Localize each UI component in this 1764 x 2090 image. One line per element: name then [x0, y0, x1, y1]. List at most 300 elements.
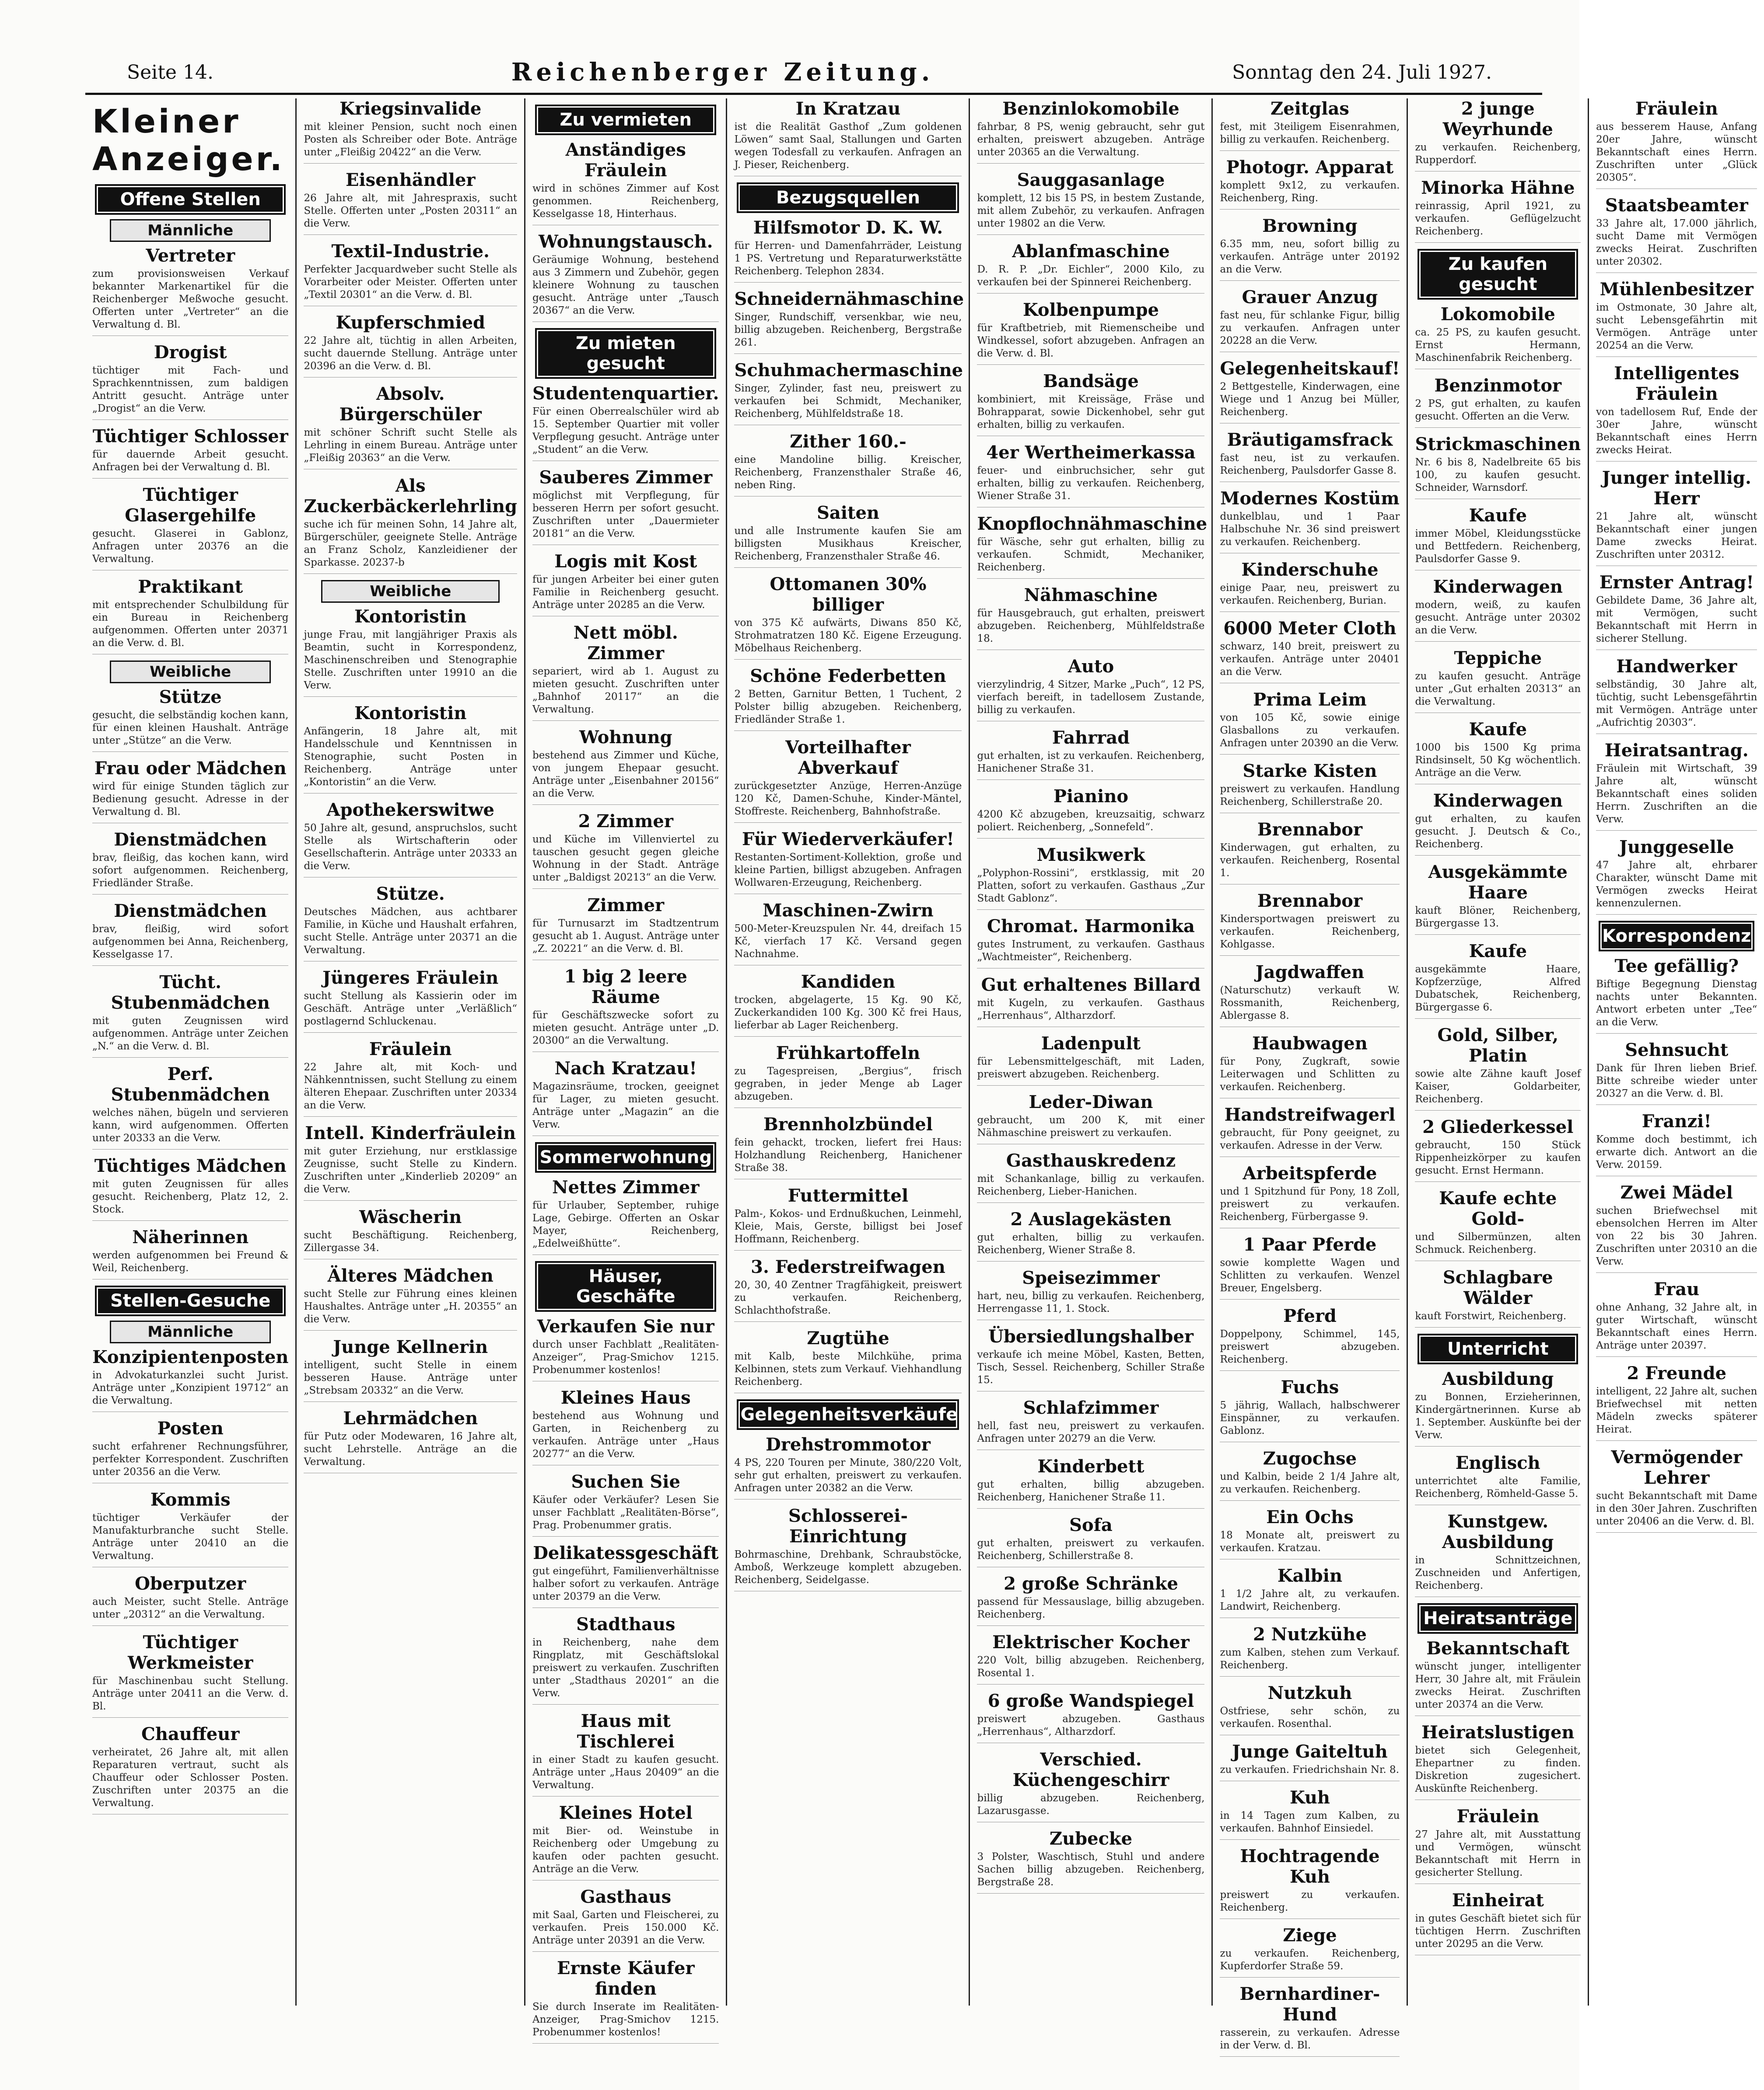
ad-body: zu Bonnen, Erzieherinnen, Kindergärtnerinnen. Kurse ab 1. September. Auskünfte bei der Verw.	[1415, 1391, 1581, 1441]
classified-ad	[1220, 962, 1400, 1027]
classified-ad	[304, 312, 517, 377]
classified-ad	[532, 467, 719, 545]
classified-ad	[532, 1543, 719, 1608]
classified-ad	[92, 1418, 288, 1483]
ad-heading: Bernhardiner-Hund	[1239, 1984, 1380, 2025]
ad-heading: Kaufe echte Gold-	[1439, 1188, 1557, 1229]
classified-ad	[1220, 891, 1400, 956]
classified-ad	[977, 585, 1204, 650]
ad-heading: Schöne Federbetten	[750, 666, 946, 686]
classified-ad	[1596, 1182, 1757, 1273]
ad-heading: Dienstmädchen	[114, 901, 267, 921]
classified-ad	[1220, 1984, 1400, 2057]
category-header: Zu kaufen gesucht	[1418, 249, 1578, 300]
classified-ad	[1220, 358, 1400, 423]
classified-ad	[1596, 1363, 1757, 1441]
category-header: Stellen-Gesuche	[95, 1286, 286, 1316]
ad-heading: Drogist	[154, 342, 227, 363]
ad-heading: Vermögender Lehrer	[1611, 1447, 1743, 1488]
category-header: Gelegenheitsverkäufe	[737, 1399, 959, 1430]
ad-heading: Elektrischer Kocher	[992, 1632, 1190, 1653]
ad-body: zu Tagespreisen, „Bergius“, frisch gegraben, in jeder Menge ab Lager abzugeben.	[734, 1066, 962, 1102]
ad-heading: Pianino	[1053, 786, 1129, 807]
classified-ad	[1415, 1638, 1581, 1716]
ad-heading: Dienstmädchen	[114, 829, 267, 850]
ad-body: Restanten-Sortiment-Kollektion, große und kleine Partien, billigst abzugeben. Anfragen Wollwaren-Erzeugung, Reichenberg.	[734, 852, 962, 888]
classified-ad	[1596, 363, 1757, 461]
classified-ad	[1415, 1025, 1581, 1111]
classified-ad	[1596, 1447, 1757, 1533]
classified-ad	[734, 360, 962, 425]
classified-ad	[977, 1456, 1204, 1509]
ad-body: Sie durch Inserate im Realitäten-Anzeiger, Prag-Smichov 1215. Probenummer kostenlos!	[532, 2001, 719, 2038]
ad-body: Für einen Oberrealschüler wird ab 15. September Quartier mit voller Verpflegung gesucht. Anträge unter „Student“ an die Verw.	[532, 406, 719, 455]
column-5	[970, 98, 1213, 2006]
classified-ad	[1415, 1453, 1581, 1505]
classified-ad	[92, 1632, 288, 1718]
ad-body: Deutsches Mädchen, aus achtbarer Familie, in Küche und Haushalt erfahren, sucht Stelle. Anträge unter 20371 an die Verwaltung.	[304, 906, 518, 956]
classified-ad	[734, 900, 962, 965]
classified-ad	[1220, 430, 1400, 482]
ad-heading: Für Wiederverkäufer!	[742, 829, 954, 849]
classified-ad	[734, 1043, 962, 1108]
classified-ad	[532, 1887, 719, 1952]
ad-body: 33 Jahre alt, 17.000 jährlich, sucht Dame mit Vermögen zwecks Heirat. Zuschriften unter 20302.	[1596, 218, 1757, 267]
classified-ad	[1596, 1279, 1757, 1357]
ad-body: und Silbermünzen, alten Schmuck. Reichenberg.	[1415, 1231, 1581, 1255]
ad-body: wird in schönes Zimmer auf Kost genommen. Reichenberg, Kesselgasse 18, Hinterhaus.	[532, 183, 719, 220]
ad-body: für jungen Arbeiter bei einer guten Familie in Reichenberg gesucht. Anträge unter 20285 an die Verw.	[532, 574, 719, 611]
ad-body: fest, mit 3teiligem Eisenrahmen, billig zu verkaufen. Reichenberg.	[1220, 121, 1400, 145]
classified-ad	[92, 758, 288, 823]
ad-heading: Stütze	[159, 687, 222, 707]
ad-body: gut erhalten, preiswert zu verkaufen. Reichenberg, Schillerstraße 8.	[977, 1538, 1205, 1562]
ad-heading: Kaufe	[1469, 941, 1527, 961]
ad-body: unterrichtet alte Familie, Reichenberg, Römheld-Gasse 5.	[1415, 1475, 1581, 1499]
ad-body: bestehend aus Zimmer und Küche, von jungem Ehepaar gesucht. Anträge unter „Eisenbahner 20156“ an die Verw.	[532, 750, 719, 799]
classified-ad	[977, 442, 1204, 507]
ad-heading: Tüchtiger Glasergehilfe	[125, 485, 256, 526]
ad-heading: Logis mit Kost	[554, 551, 697, 572]
ad-heading: Fräulein	[369, 1039, 452, 1059]
ad-heading: Englisch	[1455, 1453, 1540, 1473]
ad-body: 47 Jahre alt, ehrbarer Charakter, wünscht Dame mit Vermögen zwecks Heirat kennenzulernen.	[1596, 860, 1757, 909]
ad-heading: Zwei Mädel	[1620, 1182, 1733, 1203]
classified-ad	[304, 606, 517, 697]
classified-ad	[304, 98, 517, 164]
classified-ad	[1415, 719, 1581, 784]
category-header: Unterricht	[1418, 1334, 1578, 1364]
subcategory-header: Männliche	[110, 1321, 271, 1343]
ad-heading: 2 junge Weyrhunde	[1442, 98, 1553, 140]
ad-heading: 2 große Schränke	[1004, 1573, 1178, 1594]
classified-ad	[304, 1337, 517, 1402]
ad-heading: Grauer Anzug	[1242, 287, 1378, 308]
ad-body: 2 PS, gut erhalten, zu kaufen gesucht. Offerten an die Verw.	[1415, 398, 1581, 422]
classified-ad	[92, 342, 288, 420]
classified-ad	[1220, 1377, 1400, 1442]
ad-heading: Jagdwaffen	[1255, 962, 1365, 982]
ad-heading: Gasthaus	[580, 1887, 672, 1907]
classified-ad	[977, 1691, 1204, 1743]
ad-heading: Kriegsinvalide	[340, 98, 482, 119]
ad-heading: Sauggasanlage	[1017, 170, 1165, 190]
ad-body: 500-Meter-Kreuzspulen Nr. 44, dreifach 15 Kč, vierfach 17 Kč. Versand gegen Nachnahme.	[734, 923, 962, 960]
ad-heading: Brennabor	[1257, 891, 1363, 911]
ad-heading: Nähmaschine	[1024, 585, 1158, 605]
ad-heading: Schneidernähmaschine	[734, 289, 964, 309]
classified-ad	[734, 431, 962, 496]
classified-ad	[532, 383, 719, 461]
classified-ad	[734, 666, 962, 731]
ad-body: zu verkaufen. Reichenberg, Kupferdorfer Straße 59.	[1220, 1948, 1400, 1972]
ad-heading: Maschinen-Zwirn	[763, 900, 934, 921]
classified-ad	[977, 1398, 1204, 1450]
category-header: Offene Stellen	[95, 184, 286, 215]
ad-heading: Modernes Kostüm	[1220, 488, 1400, 509]
ad-heading: Anständiges Fräulein	[565, 140, 686, 181]
ad-heading: Gelegenheitskauf!	[1220, 358, 1400, 379]
classified-ad	[1220, 1033, 1400, 1098]
ad-heading: Kinderwagen	[1433, 790, 1563, 811]
ad-body: 2 Bettgestelle, Kinderwagen, eine Wiege und 1 Anzug bei Müller, Reichenberg.	[1220, 381, 1400, 418]
classified-ad	[1596, 195, 1757, 273]
ad-heading: Fräulein	[1456, 1806, 1540, 1827]
ad-heading: 2 Freunde	[1627, 1363, 1727, 1384]
ad-body: rasserein, zu verkaufen. Adresse in der Verw. d. Bl.	[1220, 2027, 1400, 2051]
ad-body: 1 1/2 Jahre alt, zu verkaufen. Landwirt, Reichenberg.	[1220, 1588, 1400, 1612]
category-header: Zu mieten gesucht	[535, 328, 716, 379]
classified-ad	[1415, 304, 1581, 369]
ad-body: brav, fleißig, das kochen kann, wird sofort aufgenommen. Reichenberg, Friedländer Straße.	[92, 852, 289, 889]
masthead	[127, 59, 1492, 85]
ad-heading: Älteres Mädchen	[327, 1265, 494, 1286]
classified-ad	[1596, 468, 1757, 566]
classified-ad	[977, 1515, 1204, 1567]
ad-heading: Kunstgew. Ausbildung	[1442, 1511, 1554, 1552]
ad-heading: 2 Gliederkessel	[1422, 1117, 1574, 1137]
classified-ad	[1415, 375, 1581, 428]
ad-body: für dauernde Arbeit gesucht. Anfragen bei der Verwaltung d. Bl.	[92, 449, 289, 473]
classified-ad	[304, 1265, 517, 1331]
ad-body: zu verkaufen. Friedrichshain Nr. 8.	[1220, 1764, 1400, 1775]
ad-body: 26 Jahre alt, mit Jahrespraxis, sucht Stelle. Offerten unter „Posten 20311“ an die Verw.	[304, 192, 518, 229]
classified-ad	[1415, 790, 1581, 856]
ad-heading: Zugtühe	[807, 1328, 889, 1349]
ad-heading: Benzinlokomobile	[1002, 98, 1180, 119]
ad-body: für Wäsche, sehr gut erhalten, billig zu verkaufen. Schmidt, Mechaniker, Reichenberg.	[977, 536, 1205, 573]
ad-columns	[85, 98, 1757, 2051]
ad-body: mit Schankanlage, billig zu verkaufen. Reichenberg, Lieber-Hanichen.	[977, 1173, 1205, 1197]
ad-body: schwarz, 140 breit, preiswert zu verkaufen. Anträge unter 20401 an die Verw.	[1220, 641, 1400, 678]
classified-ad	[92, 687, 288, 752]
issue-date: Sonntag den 24. Juli 1927.	[1232, 61, 1492, 84]
classified-ad	[1220, 287, 1400, 352]
ad-body: Ostfriese, sehr schön, zu verkaufen. Rosenthal.	[1220, 1706, 1400, 1730]
classified-ad	[532, 140, 719, 225]
classified-ad	[1415, 434, 1581, 499]
ad-body: Magazinsräume, trocken, geeignet für Lager, zu mieten gesucht. Anträge unter „Magazin“ an die Verw.	[532, 1081, 719, 1130]
ad-body: wird für einige Stunden täglich zur Bedienung gesucht. Adresse in der Verwaltung d. Bl.	[92, 781, 289, 818]
ad-heading: Zugochse	[1263, 1448, 1357, 1469]
ad-heading: Leder-Diwan	[1029, 1092, 1153, 1112]
classified-ad	[304, 1123, 517, 1201]
classified-ad	[1415, 862, 1581, 935]
ad-heading: Kinderbett	[1037, 1456, 1144, 1477]
ad-heading: Handstreifwagerl	[1224, 1104, 1396, 1125]
ad-heading: Mühlenbesitzer	[1600, 279, 1754, 300]
classified-ad	[92, 1064, 288, 1150]
ad-body: sucht erfahrener Rechnungsführer, perfekter Korrespondent. Zuschriften unter 20356 an die Verw.	[92, 1441, 289, 1478]
classified-ad	[532, 895, 719, 960]
ad-body: in 14 Tagen zum Kalben, zu verkaufen. Bahnhof Einsiedel.	[1220, 1810, 1400, 1834]
classified-ad	[734, 737, 962, 823]
ad-heading: Fräulein	[1635, 98, 1718, 119]
ad-heading: Prima Leim	[1253, 689, 1367, 710]
ad-body: sowie alte Zähne kauft Josef Kaiser, Goldarbeiter, Reichenberg.	[1415, 1068, 1581, 1105]
ad-heading: Oberputzer	[135, 1573, 246, 1594]
ad-body: passend für Messauslage, billig abzugeben. Reichenberg.	[977, 1596, 1205, 1620]
classified-ad	[977, 1749, 1204, 1822]
ad-heading: Apothekerswitwe	[326, 800, 494, 820]
ad-body: immer Möbel, Kleidungsstücke und Bettfedern. Reichenberg, Paulsdorfer Gasse 9.	[1415, 528, 1581, 565]
classified-ad	[532, 551, 719, 616]
classified-ad	[1220, 1741, 1400, 1781]
ad-body: gebraucht, 150 Stück Rippenheizkörper zu kaufen gesucht. Ernst Hermann.	[1415, 1139, 1581, 1176]
ad-body: Kindersportwagen preiswert zu verkaufen. Reichenberg, Kohlgasse.	[1220, 913, 1400, 950]
ad-heading: Frau oder Mädchen	[94, 758, 287, 779]
ad-body: 3 Polster, Waschtisch, Stuhl und andere Sachen billig abzugeben. Reichenberg, Bergstraße 28.	[977, 1851, 1205, 1888]
ad-heading: Zubecke	[1049, 1828, 1133, 1849]
ad-heading: Tücht. Stubenmädchen	[111, 972, 270, 1013]
classified-ad	[532, 727, 719, 805]
classified-ad	[1596, 956, 1757, 1034]
ad-body: für Turnusarzt im Stadtzentrum gesucht ab 1. August. Anträge unter „Z. 20221“ an die Verw. d. Bl.	[532, 918, 719, 954]
ad-body: intelligent, 22 Jahre alt, suchen Briefwechsel mit netten Mädeln zwecks späterer Heirat.	[1596, 1386, 1757, 1435]
ad-heading: Nutzkuh	[1267, 1683, 1352, 1703]
classified-ad	[532, 966, 719, 1052]
ad-heading: Kalbin	[1277, 1566, 1343, 1586]
ad-body: in einer Stadt zu kaufen gesucht. Anträge unter „Haus 20409“ an die Verwaltung.	[532, 1754, 719, 1791]
ad-body: brav, fleißig, wird sofort aufgenommen bei Anna, Reichenberg, Kesselgasse 17.	[92, 923, 289, 960]
ad-body: mit guten Zeugnissen für alles gesucht. Reichenberg, Platz 12, 2. Stock.	[92, 1178, 289, 1215]
ad-heading: Haus mit Tischlerei	[577, 1711, 675, 1752]
classified-ad	[1596, 98, 1757, 189]
ad-body: feuer- und einbruchsicher, sehr gut erhalten, billig zu verkaufen. Reichenberg, Wiener Straße 31.	[977, 465, 1205, 502]
classified-ad	[977, 1092, 1204, 1144]
ad-heading: Textil-Industrie.	[331, 241, 490, 262]
ad-body: 6.35 mm, neu, sofort billig zu verkaufen. Anträge unter 20192 an die Verw.	[1220, 238, 1400, 275]
classified-ad	[532, 1388, 719, 1465]
classified-ad	[977, 916, 1204, 968]
ad-heading: Auto	[1068, 656, 1114, 677]
ad-heading: Haubwagen	[1252, 1033, 1368, 1054]
ad-body: für Kraftbetrieb, mit Riemenscheibe und Windkessel, sofort abzugeben. Anfragen an die Verw. d. Bl.	[977, 322, 1205, 359]
classified-ad	[1220, 1566, 1400, 1618]
ad-body: 27 Jahre alt, mit Ausstattung und Vermögen, wünscht Bekanntschaft mit Herrn in gesicherter Stellung.	[1415, 1829, 1581, 1878]
classified-ad	[304, 968, 517, 1033]
classified-ad	[1220, 618, 1400, 683]
ad-heading: Chromat. Harmonika	[987, 916, 1195, 937]
ad-heading: Studentenquartier.	[532, 383, 719, 404]
ad-body: komplett, 12 bis 15 PS, in bestem Zustande, mit allem Zubehör, zu verkaufen. Anfragen unter 19802 an die Verw.	[977, 192, 1205, 229]
ad-body: in Schnittzeichnen, Zuschneiden und Anfertigen, Reichenberg.	[1415, 1555, 1581, 1591]
ad-body: mit kleiner Pension, sucht noch einen Posten als Schreiber oder Bote. Anträge unter „Fleißig 20422“ an die Verw.	[304, 121, 518, 158]
classified-ad	[1220, 1683, 1400, 1735]
ad-body: für Putz oder Modewaren, 16 Jahre alt, sucht Lehrstelle. Anträge an die Verwaltung.	[304, 1431, 518, 1468]
ad-heading: Ein Ochs	[1266, 1507, 1354, 1527]
classified-ad	[1220, 1306, 1400, 1371]
ad-heading: Näherinnen	[132, 1227, 249, 1248]
ad-body: Bohrmaschine, Drehbank, Schraubstöcke, Amboß, Werkzeuge komplett abzugeben. Reichenberg, Seidelgasse.	[734, 1549, 962, 1586]
classified-ad	[1220, 1104, 1400, 1157]
ad-heading: Kommis	[150, 1489, 231, 1510]
classified-ad	[1220, 157, 1400, 210]
ad-body: Nr. 6 bis 8, Nadelbreite 65 bis 100, zu kaufen gesucht. Schneider, Warnsdorf.	[1415, 457, 1581, 493]
ad-body: auch Meister, sucht Stelle. Anträge unter „20312“ an die Verwaltung.	[92, 1596, 289, 1620]
classified-ad	[734, 503, 962, 568]
ad-heading: Vertreter	[146, 245, 235, 266]
ad-heading: Teppiche	[1454, 648, 1542, 668]
ad-heading: Fuchs	[1281, 1377, 1339, 1398]
classified-ad	[92, 1573, 288, 1626]
section-title: Kleiner Anzeiger.	[92, 103, 285, 178]
ad-body: von 105 Kč, sowie einige Glasballons zu verkaufen. Anfragen unter 20390 an die Verw.	[1220, 712, 1400, 749]
ad-body: werden aufgenommen bei Freund & Weil, Reichenberg.	[92, 1250, 289, 1274]
ad-heading: Heiratsantrag.	[1604, 740, 1749, 761]
ad-heading: Kontoristin	[354, 606, 467, 627]
classified-ad	[734, 829, 962, 894]
ad-body: und Küche im Villenviertel zu tauschen gesucht gegen gleiche Wohnung in der Stadt. Anträge unter „Baldigst 20213“ an die Verw.	[532, 834, 719, 883]
ad-heading: 3. Federstreifwagen	[751, 1257, 945, 1277]
ad-heading: Als Zuckerbäckerlehrling	[304, 475, 518, 517]
ad-heading: Gut erhaltenes Billard	[981, 975, 1201, 995]
ad-heading: Arbeitspferde	[1242, 1163, 1377, 1184]
ad-heading: Junge Gaiteltuh	[1232, 1741, 1388, 1762]
ad-heading: Tüchtiger Werkmeister	[128, 1632, 253, 1673]
ad-body: modern, weiß, zu kaufen gesucht. Anträge unter 20302 an die Verw.	[1415, 599, 1581, 636]
ad-heading: Ablanfmaschine	[1012, 241, 1170, 262]
ad-body: von tadellosem Ruf, Ende der 30er Jahre, wünscht Bekanntschaft eines Herrn zwecks Heirat.	[1596, 406, 1757, 456]
ad-heading: Bandsäge	[1043, 371, 1139, 391]
classified-ad	[1596, 572, 1757, 650]
classified-ad	[1415, 1267, 1581, 1328]
classified-ad	[977, 1268, 1204, 1320]
ad-heading: Stadthaus	[576, 1614, 676, 1635]
classified-ad	[1415, 1117, 1581, 1182]
ad-body: sucht Bekanntschaft mit Dame in den 30er Jahren. Zuschriften unter 20406 an die Verw. d. Bl.	[1596, 1490, 1757, 1527]
classified-ad	[304, 703, 517, 793]
classified-ad	[1220, 216, 1400, 281]
ad-heading: Kuh	[1289, 1787, 1330, 1808]
ad-body: Fräulein mit Wirtschaft, 39 Jahre alt, wünscht Bekanntschaft eines soliden Herrn. Zuschriften an die Verw.	[1596, 763, 1757, 825]
ad-heading: Ottomanen 30% billiger	[770, 574, 927, 615]
ad-heading: Kinderwagen	[1433, 577, 1563, 597]
classified-ad	[532, 1058, 719, 1136]
ad-body: kauft Forstwirt, Reichenberg.	[1415, 1311, 1567, 1322]
classified-ad	[92, 1724, 288, 1814]
ad-body: möglichst mit Verpflegung, für besseren Herrn per sofort gesucht. Zuschriften unter „Dauermieter 20181“ an die Verw.	[532, 490, 719, 539]
ad-heading: Schlagbare Wälder	[1442, 1267, 1553, 1308]
ad-body: im Ostmonate, 30 Jahre alt, sucht Lebensgefährtin mit Vermögen. Anträge unter 20254 an die Verw.	[1596, 302, 1757, 351]
ad-heading: Wohnung	[579, 727, 672, 748]
ad-body: Gebildete Dame, 36 Jahre alt, mit Vermögen, sucht Bekanntschaft mit Herrn in sicherer Stellung.	[1596, 595, 1757, 644]
ad-heading: Lokomobile	[1440, 304, 1555, 325]
ad-heading: Heiratslustigen	[1421, 1722, 1575, 1743]
ad-heading: Sauberes Zimmer	[539, 467, 713, 488]
ad-body: Singer, Rundschiff, versenkbar, wie neu, billig abzugeben. Reichenberg, Bergstraße 261.	[734, 311, 962, 348]
ad-heading: Junger intellig. Herr	[1602, 468, 1751, 509]
ad-body: Perfekter Jacquardweber sucht Stelle als Vorarbeiter oder Meister. Offerten unter „Textil 20301“ an die Verw. d. Bl.	[304, 264, 518, 301]
ad-body: mit guter Erziehung, nur erstklassige Zeugnisse, sucht Stelle zu Kindern. Zuschriften unter „Kinderlieb 20209“ an die Verw.	[304, 1146, 518, 1195]
classified-ad	[977, 656, 1204, 721]
ad-heading: Stütze.	[376, 884, 445, 904]
classified-ad	[532, 1958, 719, 2044]
ad-body: gesucht. Glaserei in Gablonz, Anfragen unter 20376 an die Verwaltung.	[92, 528, 289, 565]
ad-heading: Ernste Käufer finden	[557, 1958, 695, 1999]
ad-body: kombiniert, mit Kreissäge, Fräse und Bohrapparat, sowie Dickenhobel, sehr gut erhalten, billig zu verkaufen.	[977, 394, 1205, 430]
ad-heading: Kolbenpumpe	[1022, 300, 1159, 320]
ad-heading: Speisezimmer	[1022, 1268, 1160, 1288]
classified-ad	[1220, 559, 1400, 612]
ad-body: billig abzugeben. Reichenberg, Lazarusgasse.	[977, 1793, 1205, 1817]
ad-heading: Frühkartoffeln	[776, 1043, 920, 1063]
ad-heading: Nettes Zimmer	[552, 1177, 700, 1198]
ad-heading: Intell. Kinderfräulein	[305, 1123, 516, 1143]
category-header: Zu vermieten	[535, 105, 716, 135]
ad-heading: 6000 Meter Cloth	[1223, 618, 1396, 639]
ad-body: und 1 Spitzhund für Pony, 18 Zoll, preiswert zu verkaufen. Reichenberg, Fürbergasse 9.	[1220, 1186, 1400, 1223]
ad-body: sowie komplette Wagen und Schlitten zu verkaufen. Wenzel Breuer, Engelsberg.	[1220, 1257, 1400, 1294]
ad-body: für Urlauber, September, ruhige Lage, Gebirge. Offerten an Oskar Mayer, Reichenberg, „Edelweißhütte“.	[532, 1200, 719, 1249]
classified-ad	[977, 1326, 1204, 1391]
classified-ad	[304, 1207, 517, 1259]
ad-heading: 2 Nutzkühe	[1253, 1624, 1367, 1645]
ad-heading: Kaufe	[1469, 505, 1527, 526]
newspaper-title: Reichenberger Zeitung.	[511, 58, 934, 87]
ad-heading: 2 Auslagekästen	[1010, 1209, 1172, 1230]
ad-heading: Staatsbeamter	[1605, 195, 1748, 216]
ad-body: Käufer oder Verkäufer? Lesen Sie unser Fachblatt „Realitäten-Börse“, Prag. Probenummer gratis.	[532, 1494, 719, 1531]
ad-heading: Sofa	[1069, 1515, 1113, 1535]
classified-ad	[1415, 648, 1581, 713]
ad-body: mit Saal, Garten und Fleischerei, zu verkaufen. Preis 150.000 Kč. Anträge unter 20391 an die Verw.	[532, 1909, 719, 1946]
ad-heading: Perf. Stubenmädchen	[111, 1064, 270, 1105]
ad-heading: Schlosserei-Einrichtung	[788, 1506, 908, 1547]
ad-body: 220 Volt, billig abzugeben. Reichenberg, Rosental 1.	[977, 1655, 1205, 1679]
classified-ad	[1220, 488, 1400, 553]
ad-heading: Gasthauskredenz	[1006, 1150, 1176, 1171]
ad-body: hart, neu, billig zu verkaufen. Reichenberg, Herrengasse 11, 1. Stock.	[977, 1290, 1205, 1314]
classified-ad	[1596, 1040, 1757, 1105]
ad-body: suche ich für meinen Sohn, 14 Jahre alt, Bürgerschüler, geeignete Stelle. Anträge an Franz Scholz, Kanzleidiener der Sparkasse. 20237-b	[304, 519, 518, 568]
classified-ad	[734, 1185, 962, 1251]
category-header: Sommerwohnung	[535, 1142, 716, 1173]
classified-ad	[532, 1177, 719, 1255]
classified-ad	[532, 622, 719, 721]
classified-ad	[532, 1614, 719, 1705]
ad-heading: Posten	[157, 1418, 224, 1439]
ad-heading: Kinderschuhe	[1241, 559, 1379, 580]
classified-ad	[1596, 656, 1757, 734]
classified-ad	[532, 1471, 719, 1537]
ad-body: gut eingeführt, Familienverhältnisse halber sofort zu verkaufen. Anträge unter 20379 an die Verw.	[532, 1566, 719, 1602]
classified-ad	[92, 1156, 288, 1221]
ad-body: bietet sich Gelegenheit, Ehepartner zu finden. Diskretion zugesichert. Auskünfte Reichenberg.	[1415, 1745, 1581, 1794]
classified-ad	[304, 1408, 517, 1473]
ad-heading: Wohnungstausch.	[539, 231, 713, 252]
ad-heading: Ausbildung	[1442, 1369, 1554, 1389]
